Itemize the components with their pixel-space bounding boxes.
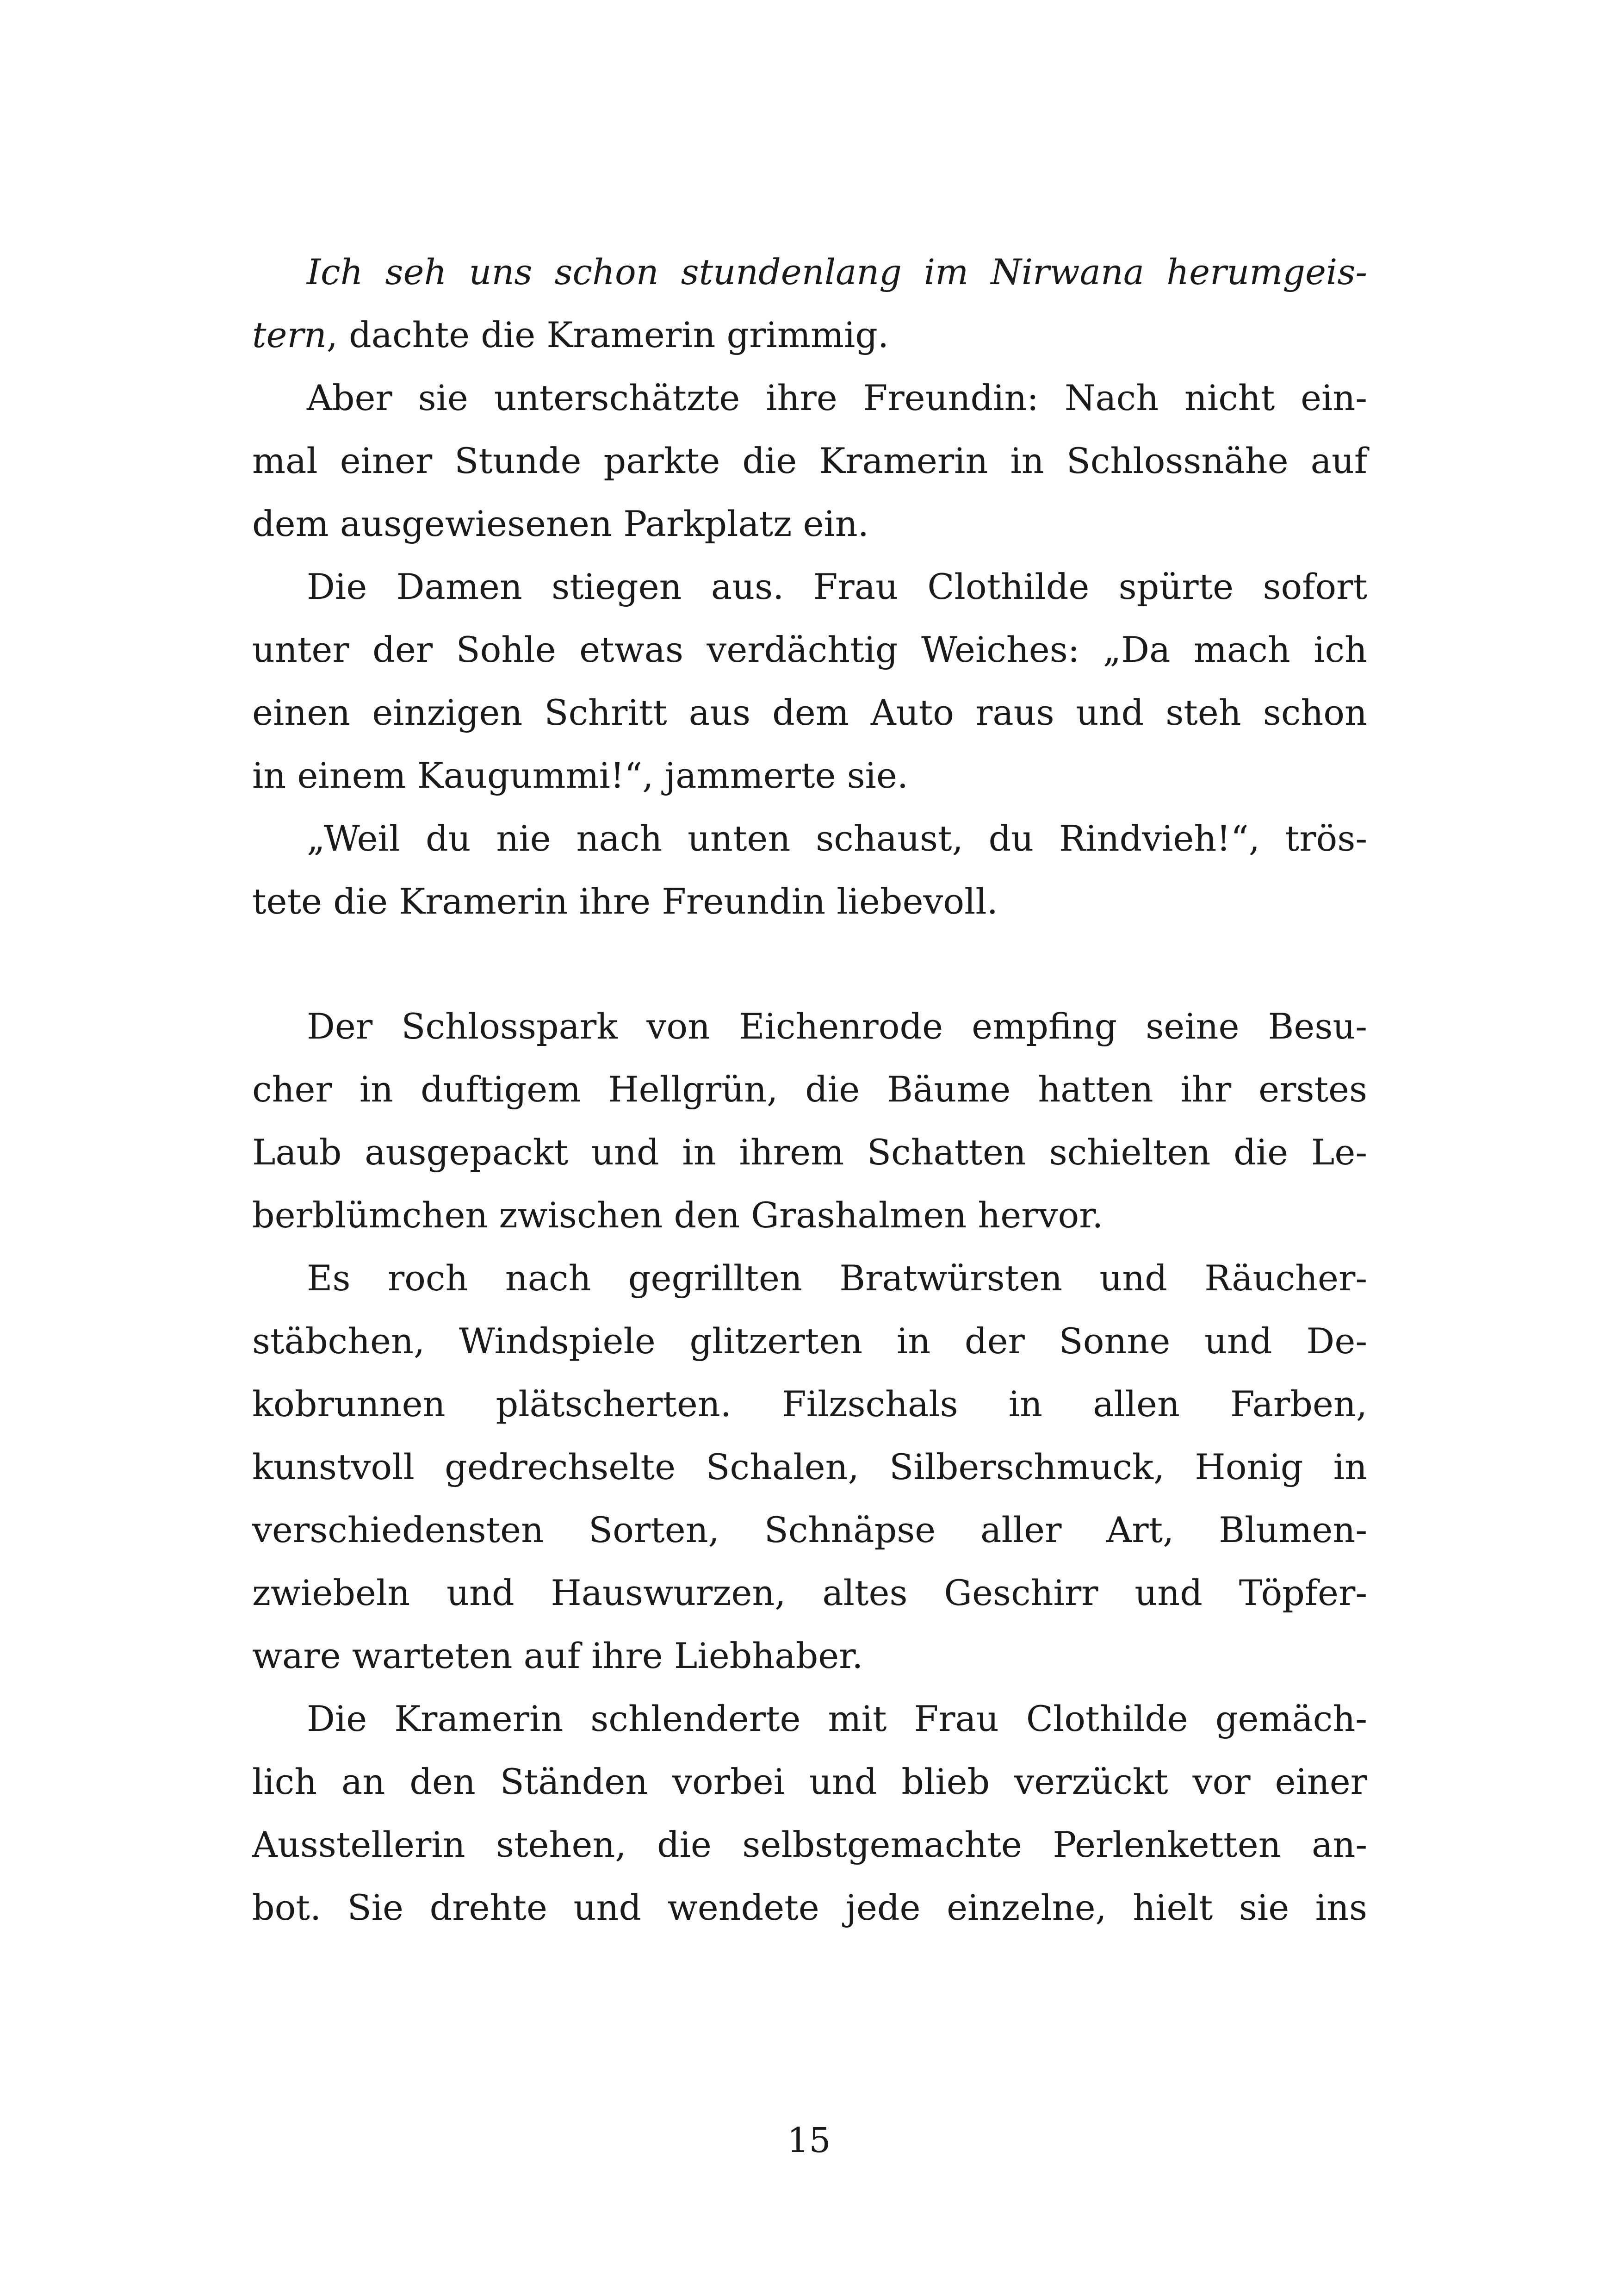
text-line: Die Kramerin schlenderte mit Frau Clothilde gemäch- <box>307 1698 1367 1739</box>
text-line <box>252 241 1367 304</box>
text-block-2 <box>252 995 1367 1939</box>
text-line: Aber sie unterschätzte ihre Freundin: Nach nicht ein- <box>307 377 1367 418</box>
line-text: , dachte die Kramerin grimmig. <box>326 314 889 355</box>
text-line: Ausstellerin stehen, die selbstgemachte Perlenketten an- <box>252 1824 1367 1865</box>
paragraph-7 <box>252 1687 1367 1939</box>
page-number: 15 <box>787 2121 831 2160</box>
italic-text: tern <box>252 314 327 355</box>
text-line: Laub ausgepackt und in ihrem Schatten schielten die Le- <box>252 1132 1367 1173</box>
paragraph-3 <box>252 555 1367 807</box>
text-line: zwiebeln und Hauswurzen, altes Geschirr und Töpfer- <box>252 1572 1367 1613</box>
text-line: Der Schlosspark von Eichenrode empfing seine Besu- <box>307 1006 1367 1047</box>
text-block-1 <box>252 241 1367 933</box>
paragraph-6 <box>252 1247 1367 1687</box>
paragraph-1 <box>252 241 1367 367</box>
italic-text: Ich seh uns schon stundenlang im Nirwana herumgeis- <box>307 251 1367 292</box>
text-line: mal einer Stunde parkte die Kramerin in Schlossnähe auf <box>252 440 1367 481</box>
text-line <box>252 304 1367 367</box>
text-line: einen einzigen Schritt aus dem Auto raus und steh schon <box>252 692 1367 733</box>
text-line: cher in duftigem Hellgrün, die Bäume hatten ihr erstes <box>252 1069 1367 1110</box>
text-line: dem ausgewiesenen Parkplatz ein. <box>252 503 869 544</box>
text-line: verschiedensten Sorten, Schnäpse aller Art, Blumen- <box>252 1509 1367 1550</box>
text-line: Es roch nach gegrillten Bratwürsten und Räucher- <box>307 1257 1367 1299</box>
text-line: unter der Sohle etwas verdächtig Weiches: „Da mach ich <box>252 629 1367 670</box>
text-line: kobrunnen plätscherten. Filzschals in allen Farben, <box>252 1383 1367 1425</box>
text-line: bot. Sie drehte und wendete jede einzelne, hielt sie ins <box>252 1887 1367 1928</box>
text-line: berblümchen zwischen den Grashalmen hervor. <box>252 1195 1103 1236</box>
paragraph-2 <box>252 367 1367 555</box>
text-line: Die Damen stiegen aus. Frau Clothilde spürte sofort <box>307 566 1367 607</box>
paragraph-4 <box>252 807 1367 933</box>
text-line: kunstvoll gedrechselte Schalen, Silberschmuck, Honig in <box>252 1446 1367 1487</box>
paragraph-5 <box>252 995 1367 1247</box>
text-line: ware warteten auf ihre Liebhaber. <box>252 1635 863 1676</box>
text-line: tete die Kramerin ihre Freundin liebevoll. <box>252 881 998 922</box>
text-line: „Weil du nie nach unten schaust, du Rindvieh!“, trös- <box>307 818 1367 859</box>
text-line: lich an den Ständen vorbei und blieb verzückt vor einer <box>252 1761 1367 1802</box>
text-line: in einem Kaugummi!“, jammerte sie. <box>252 755 909 796</box>
text-line: stäbchen, Windspiele glitzerten in der Sonne und De- <box>252 1320 1367 1362</box>
